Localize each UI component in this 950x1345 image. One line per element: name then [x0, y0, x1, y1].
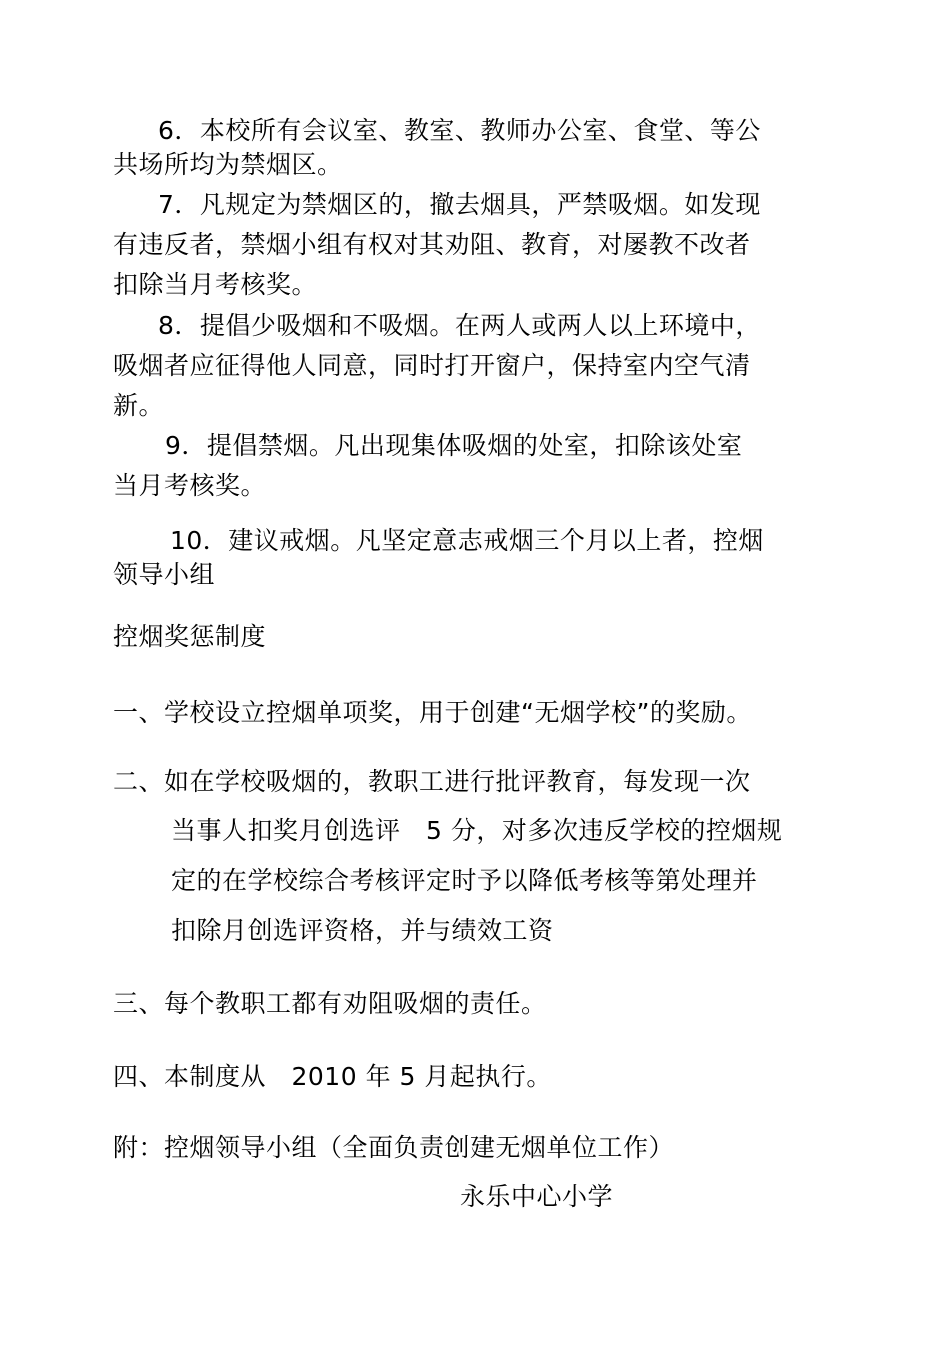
rule-10-line-2: 领导小组 — [113, 560, 216, 589]
item-4: 四、本制度从 2010 年 5 月起执行。 — [113, 1062, 552, 1091]
appendix: 附：控烟领导小组（全面负责创建无烟单位工作） — [113, 1133, 675, 1162]
rule-10-line-1: 10．建议戒烟。凡坚定意志戒烟三个月以上者，控烟 — [170, 526, 764, 555]
item-2-line-4: 扣除月创选评资格，并与绩效工资 — [171, 916, 554, 945]
rule-9-line-1: 9．提倡禁烟。凡出现集体吸烟的处室，扣除该处室 — [165, 431, 743, 460]
rule-8-line-3: 新。 — [113, 391, 165, 420]
rule-8-line-1: 8．提倡少吸烟和不吸烟。在两人或两人以上环境中， — [158, 311, 761, 340]
item-1: 一、学校设立控烟单项奖，用于创建“无烟学校”的奖励。 — [113, 698, 752, 727]
rule-6-line-2: 共场所均为禁烟区。 — [113, 150, 343, 179]
item-2-line-1: 二、如在学校吸烟的，教职工进行批评教育，每发现一次 — [113, 767, 751, 796]
rule-9-line-2: 当月考核奖。 — [113, 471, 267, 500]
rule-6-line-1: 6．本校所有会议室、教室、教师办公室、食堂、等公 — [158, 116, 761, 145]
rule-7-line-2: 有违反者，禁烟小组有权对其劝阻、教育，对屡教不改者 — [113, 230, 751, 259]
item-3: 三、每个教职工都有劝阻吸烟的责任。 — [113, 989, 547, 1018]
section-title: 控烟奖惩制度 — [113, 622, 267, 651]
item-2-line-2: 当事人扣奖月创选评 5 分，对多次违反学校的控烟规 — [171, 816, 783, 845]
rule-8-line-2: 吸烟者应征得他人同意，同时打开窗户，保持室内空气清 — [113, 351, 751, 380]
rule-7-line-3: 扣除当月考核奖。 — [113, 270, 318, 299]
school-signature: 永乐中心小学 — [460, 1182, 614, 1211]
item-2-line-3: 定的在学校综合考核评定时予以降低考核等第处理并 — [171, 866, 758, 895]
rule-7-line-1: 7．凡规定为禁烟区的，撤去烟具，严禁吸烟。如发现 — [158, 190, 761, 219]
